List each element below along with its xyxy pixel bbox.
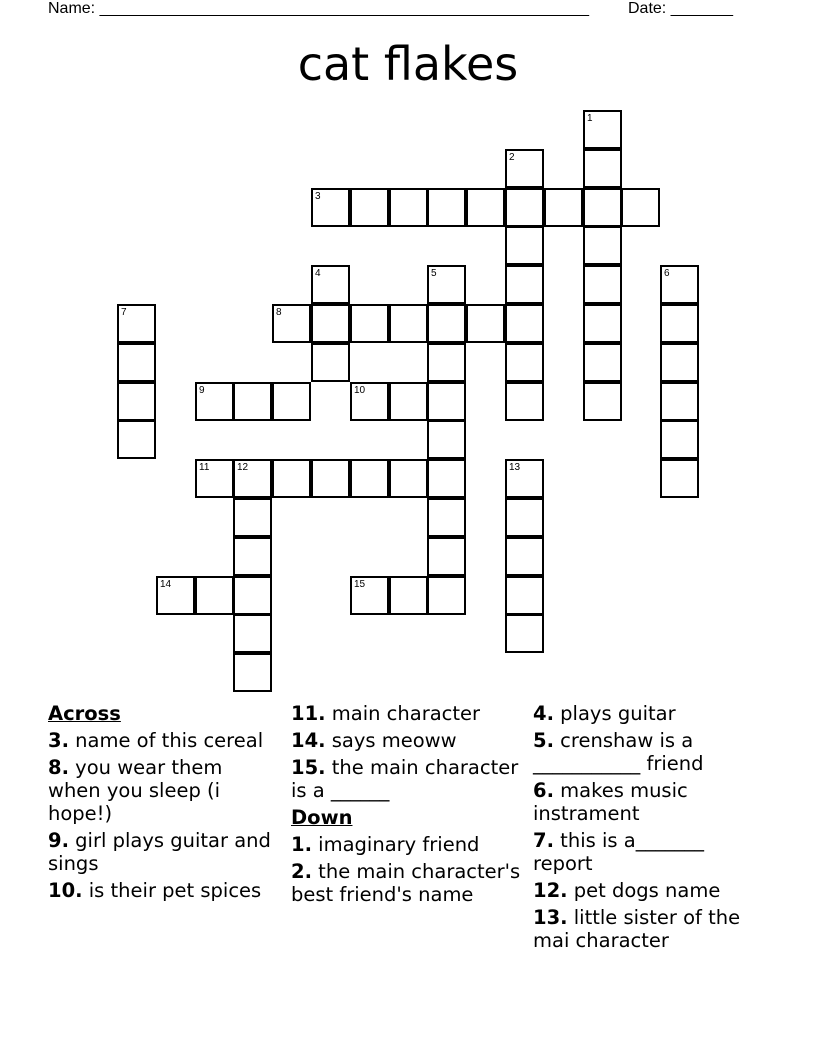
grid-cell[interactable]	[272, 382, 311, 421]
grid-cell[interactable]	[195, 576, 234, 615]
grid-cell[interactable]	[389, 304, 428, 343]
clue-number: 8.	[48, 756, 69, 779]
clue-number: 9.	[48, 829, 69, 852]
cell-number: 1	[587, 113, 593, 124]
clue-number: 4.	[533, 702, 554, 725]
clue-across-14	[291, 729, 526, 752]
grid-cell[interactable]	[505, 498, 544, 537]
grid-cell[interactable]	[660, 382, 699, 421]
grid-cell[interactable]	[195, 382, 234, 421]
grid-cell[interactable]	[583, 110, 622, 149]
grid-cell[interactable]	[505, 343, 544, 382]
grid-cell[interactable]	[350, 576, 389, 615]
clue-across-15	[291, 756, 526, 802]
clue-number: 2.	[291, 860, 312, 883]
grid-cell[interactable]	[505, 614, 544, 653]
clue-number: 14.	[291, 729, 326, 752]
grid-cell[interactable]	[427, 382, 466, 421]
grid-cell[interactable]	[505, 149, 544, 188]
clue-down-1	[291, 833, 526, 856]
clue-down-13	[533, 906, 763, 952]
clue-number: 5.	[533, 729, 554, 752]
clue-text: the main character is a ______	[291, 756, 519, 802]
clue-number: 7.	[533, 829, 554, 852]
grid-cell[interactable]	[660, 343, 699, 382]
grid-cell[interactable]	[660, 459, 699, 498]
clue-number: 12.	[533, 879, 568, 902]
grid-cell[interactable]	[466, 304, 505, 343]
clue-text: the main character's best friend's name	[291, 860, 521, 906]
grid-cell[interactable]	[311, 265, 350, 304]
grid-cell[interactable]	[583, 265, 622, 304]
grid-cell[interactable]	[233, 459, 272, 498]
clue-down-2	[291, 860, 526, 906]
grid-cell[interactable]	[466, 188, 505, 227]
grid-cell[interactable]	[389, 382, 428, 421]
grid-cell[interactable]	[195, 459, 234, 498]
grid-cell[interactable]	[311, 304, 350, 343]
grid-cell[interactable]	[350, 188, 389, 227]
grid-cell[interactable]	[350, 459, 389, 498]
clue-text: plays guitar	[553, 702, 676, 725]
grid-cell[interactable]	[505, 459, 544, 498]
clue-text: little sister of the mai character	[533, 906, 741, 952]
grid-cell[interactable]	[233, 614, 272, 653]
date-field[interactable]: Date: _______	[628, 0, 733, 17]
cell-number: 12	[237, 462, 249, 473]
grid-cell[interactable]	[117, 382, 156, 421]
clues-column-3	[533, 702, 763, 956]
clue-number: 6.	[533, 779, 554, 802]
grid-cell[interactable]	[117, 304, 156, 343]
grid-cell[interactable]	[583, 343, 622, 382]
grid-cell[interactable]	[660, 420, 699, 459]
grid-cell[interactable]	[233, 576, 272, 615]
grid-cell[interactable]	[311, 343, 350, 382]
clues-column-1	[48, 702, 278, 906]
grid-cell[interactable]	[117, 343, 156, 382]
grid-cell[interactable]	[505, 537, 544, 576]
grid-cell[interactable]	[272, 304, 311, 343]
grid-cell[interactable]	[272, 459, 311, 498]
down-heading: Down	[291, 806, 353, 829]
grid-cell[interactable]	[583, 304, 622, 343]
puzzle-title: cat flakes	[297, 37, 519, 91]
cell-number: 2	[509, 152, 515, 163]
clue-text: imaginary friend	[311, 833, 480, 856]
clue-text: pet dogs name	[567, 879, 721, 902]
clue-text: girl plays guitar and sings	[48, 829, 271, 875]
grid-cell[interactable]	[233, 382, 272, 421]
grid-cell[interactable]	[505, 576, 544, 615]
grid-cell[interactable]	[583, 188, 622, 227]
grid-cell[interactable]	[233, 498, 272, 537]
grid-cell[interactable]	[427, 537, 466, 576]
grid-cell[interactable]	[389, 459, 428, 498]
cell-number: 5	[431, 268, 437, 279]
clue-text: crenshaw is a ___________ friend	[533, 729, 704, 775]
clue-down-5	[533, 729, 763, 775]
grid-cell[interactable]	[156, 576, 195, 615]
grid-cell[interactable]	[350, 382, 389, 421]
clue-text: main character	[325, 702, 481, 725]
grid-cell[interactable]	[350, 304, 389, 343]
cell-number: 4	[315, 268, 321, 279]
cell-number: 14	[160, 579, 172, 590]
grid-cell[interactable]	[427, 265, 466, 304]
clues-column-2	[291, 702, 526, 910]
clue-number: 1.	[291, 833, 312, 856]
clue-across-11	[291, 702, 526, 725]
clue-across-3	[48, 729, 278, 752]
clue-across-8	[48, 756, 278, 825]
grid-cell[interactable]	[544, 188, 583, 227]
clue-text: this is a_______ report	[533, 829, 704, 875]
clue-number: 3.	[48, 729, 69, 752]
clue-number: 13.	[533, 906, 568, 929]
grid-cell[interactable]	[427, 498, 466, 537]
clue-down-12	[533, 879, 763, 902]
grid-cell[interactable]	[311, 188, 350, 227]
grid-cell[interactable]	[427, 576, 466, 615]
grid-cell[interactable]	[233, 653, 272, 692]
clue-text: is their pet spices	[82, 879, 262, 902]
clue-text: you wear them when you sleep (i hope!)	[48, 756, 223, 825]
clue-number: 11.	[291, 702, 326, 725]
cell-number: 15	[354, 579, 366, 590]
across-heading: Across	[48, 702, 121, 725]
grid-cell[interactable]	[427, 304, 466, 343]
name-field[interactable]: Name: _______________________________________________________	[48, 0, 589, 17]
clue-text: name of this cereal	[68, 729, 264, 752]
clue-down-6	[533, 779, 763, 825]
grid-cell[interactable]	[389, 576, 428, 615]
grid-cell[interactable]	[505, 226, 544, 265]
cell-number: 7	[121, 307, 127, 318]
grid-cell[interactable]	[583, 226, 622, 265]
grid-cell[interactable]	[427, 420, 466, 459]
clue-across-10	[48, 879, 278, 902]
clue-text: says meoww	[325, 729, 457, 752]
grid-cell[interactable]	[427, 343, 466, 382]
grid-cell[interactable]	[117, 420, 156, 459]
clue-down-4	[533, 702, 763, 725]
grid-cell[interactable]	[505, 382, 544, 421]
cell-number: 3	[315, 191, 321, 202]
clue-number: 10.	[48, 879, 83, 902]
grid-cell[interactable]	[505, 304, 544, 343]
clue-across-9	[48, 829, 278, 875]
grid-cell[interactable]	[505, 188, 544, 227]
grid-cell[interactable]	[660, 304, 699, 343]
cell-number: 11	[199, 462, 210, 473]
cell-number: 8	[276, 307, 282, 318]
grid-cell[interactable]	[427, 188, 466, 227]
grid-cell[interactable]	[233, 537, 272, 576]
cell-number: 13	[509, 462, 521, 473]
grid-cell[interactable]	[583, 149, 622, 188]
grid-cell[interactable]	[583, 382, 622, 421]
grid-cell[interactable]	[427, 459, 466, 498]
grid-cell[interactable]	[660, 265, 699, 304]
clue-down-7	[533, 829, 763, 875]
clue-number: 15.	[291, 756, 326, 779]
cell-number: 10	[354, 385, 366, 396]
grid-cell[interactable]	[311, 459, 350, 498]
grid-cell[interactable]	[621, 188, 660, 227]
grid-cell[interactable]	[389, 188, 428, 227]
grid-cell[interactable]	[505, 265, 544, 304]
cell-number: 6	[664, 268, 670, 279]
clue-text: makes music instrament	[533, 779, 688, 825]
cell-number: 9	[199, 385, 205, 396]
